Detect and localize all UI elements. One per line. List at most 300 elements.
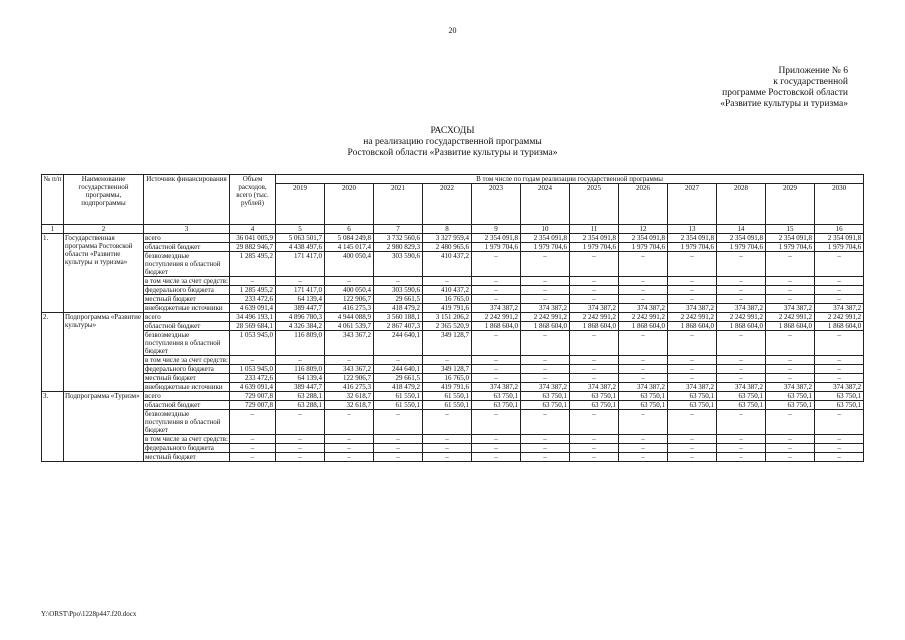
year-value-cell: 4 896 780,3 xyxy=(276,313,325,322)
year-value-cell: 1 979 704,6 xyxy=(619,243,668,252)
total-volume-cell: 233 472,6 xyxy=(230,295,276,304)
year-value-cell: – xyxy=(815,365,864,374)
year-value-cell: – xyxy=(717,435,766,444)
year-value-cell: – xyxy=(766,374,815,383)
year-value-cell: – xyxy=(472,252,521,277)
year-value-cell: – xyxy=(374,453,423,462)
total-volume-cell: – xyxy=(230,410,276,435)
header-source: Источник финансирования xyxy=(144,175,230,225)
year-value-cell: – xyxy=(521,435,570,444)
year-value-cell: 2 354 091,8 xyxy=(472,234,521,243)
year-value-cell: 374 387,2 xyxy=(717,383,766,392)
year-value-cell: 1 979 704,6 xyxy=(766,243,815,252)
year-value-cell: 374 387,2 xyxy=(668,304,717,313)
year-value-cell: – xyxy=(423,453,472,462)
total-volume-cell: 1 053 945,0 xyxy=(230,365,276,374)
year-value-cell: 389 447,7 xyxy=(276,304,325,313)
year-value-cell: – xyxy=(619,295,668,304)
total-volume-cell: – xyxy=(230,453,276,462)
table-row xyxy=(42,392,864,401)
year-value-cell: 2 242 991,2 xyxy=(521,313,570,322)
appendix-line: «Развитие культуры и туризма» xyxy=(720,99,848,109)
year-value-cell: 16 765,0 xyxy=(423,374,472,383)
column-index-cell: 15 xyxy=(766,225,815,234)
year-value-cell: – xyxy=(423,444,472,453)
year-value-cell: 389 447,7 xyxy=(276,383,325,392)
year-value-cell: – xyxy=(570,356,619,365)
year-value-cell: – xyxy=(521,365,570,374)
year-value-cell: 63 750,1 xyxy=(570,392,619,401)
total-volume-cell: 729 007,8 xyxy=(230,392,276,401)
funding-source: федерального бюджета xyxy=(144,444,230,453)
year-value-cell: 374 387,2 xyxy=(815,304,864,313)
column-index-cell: 2 xyxy=(64,225,144,234)
year-value-cell: 1 868 604,0 xyxy=(668,322,717,331)
year-value-cell: 64 139,4 xyxy=(276,374,325,383)
year-value-cell: 63 288,1 xyxy=(276,401,325,410)
row-number xyxy=(42,277,64,286)
year-value-cell: – xyxy=(619,444,668,453)
year-value-cell: – xyxy=(276,435,325,444)
funding-source: безвозмездные поступления в областной бюджет xyxy=(144,331,230,356)
year-value-cell: 63 288,1 xyxy=(276,392,325,401)
year-value-cell: – xyxy=(619,331,668,356)
year-value-cell: 374 387,2 xyxy=(472,383,521,392)
year-value-cell: – xyxy=(570,295,619,304)
year-value-cell: 63 750,1 xyxy=(570,401,619,410)
table-row xyxy=(42,331,864,356)
year-value-cell: 374 387,2 xyxy=(766,383,815,392)
year-value-cell: – xyxy=(521,252,570,277)
year-value-cell: – xyxy=(815,286,864,295)
year-value-cell: 2 480 965,6 xyxy=(423,243,472,252)
row-number xyxy=(42,295,64,304)
row-number xyxy=(42,444,64,453)
year-value-cell: 2 980 829,3 xyxy=(374,243,423,252)
year-value-cell: 61 550,1 xyxy=(423,392,472,401)
table-row xyxy=(42,252,864,277)
year-value-cell: 2 354 091,8 xyxy=(521,234,570,243)
file-path: Y:\ORST\Ppo\1228p447.f20.docx xyxy=(41,610,137,618)
year-value-cell: – xyxy=(815,295,864,304)
row-number: 1. xyxy=(42,234,64,243)
year-value-cell: – xyxy=(619,252,668,277)
year-value-cell: 3 732 560,6 xyxy=(374,234,423,243)
year-value-cell: – xyxy=(570,435,619,444)
year-value-cell: 416 275,3 xyxy=(325,304,374,313)
column-index-cell: 16 xyxy=(815,225,864,234)
column-index-cell: 13 xyxy=(668,225,717,234)
year-value-cell: – xyxy=(521,295,570,304)
year-value-cell: 2 354 091,8 xyxy=(619,234,668,243)
year-value-cell: – xyxy=(521,286,570,295)
header-year: 2020 xyxy=(325,184,374,225)
year-value-cell: 5 084 249,8 xyxy=(325,234,374,243)
program-name: Подпрограмма «Развитие культуры» xyxy=(64,313,144,392)
table-row xyxy=(42,374,864,383)
year-value-cell: 63 750,1 xyxy=(472,401,521,410)
funding-source: местный бюджет xyxy=(144,374,230,383)
year-value-cell: 303 590,6 xyxy=(374,252,423,277)
column-index-cell: 12 xyxy=(619,225,668,234)
year-value-cell: – xyxy=(766,410,815,435)
year-value-cell: 63 750,1 xyxy=(717,401,766,410)
year-value-cell: – xyxy=(472,374,521,383)
column-index-cell: 5 xyxy=(276,225,325,234)
year-value-cell: 63 750,1 xyxy=(815,392,864,401)
column-index-cell: 4 xyxy=(230,225,276,234)
table-row xyxy=(42,322,864,331)
year-value-cell: – xyxy=(374,444,423,453)
column-index-cell: 14 xyxy=(717,225,766,234)
year-value-cell: – xyxy=(619,410,668,435)
year-value-cell: 63 750,1 xyxy=(815,401,864,410)
year-value-cell: – xyxy=(619,286,668,295)
year-value-cell: – xyxy=(815,444,864,453)
title-line: РАСХОДЫ xyxy=(430,126,475,136)
year-value-cell: – xyxy=(619,365,668,374)
year-value-cell: – xyxy=(521,331,570,356)
year-value-cell: – xyxy=(570,277,619,286)
year-value-cell: 2 242 991,2 xyxy=(717,313,766,322)
year-value-cell: – xyxy=(374,356,423,365)
funding-source: внебюджетные источники xyxy=(144,383,230,392)
table-row xyxy=(42,356,864,365)
year-value-cell: – xyxy=(766,277,815,286)
row-number xyxy=(42,243,64,252)
row-number xyxy=(42,374,64,383)
year-value-cell: – xyxy=(619,277,668,286)
total-volume-cell: – xyxy=(230,356,276,365)
year-value-cell: – xyxy=(374,410,423,435)
year-value-cell: 1 868 604,0 xyxy=(570,322,619,331)
year-value-cell: – xyxy=(472,295,521,304)
year-value-cell: – xyxy=(668,444,717,453)
header-year: 2024 xyxy=(521,184,570,225)
year-value-cell: 63 750,1 xyxy=(619,401,668,410)
year-value-cell: – xyxy=(570,252,619,277)
year-value-cell: – xyxy=(717,331,766,356)
total-volume-cell: 29 882 946,7 xyxy=(230,243,276,252)
table-row xyxy=(42,243,864,252)
document-title xyxy=(0,126,905,159)
row-number xyxy=(42,410,64,435)
year-value-cell: 63 750,1 xyxy=(472,392,521,401)
funding-source: федерального бюджета xyxy=(144,365,230,374)
row-number xyxy=(42,365,64,374)
year-value-cell: 2 242 991,2 xyxy=(472,313,521,322)
year-value-cell: – xyxy=(766,444,815,453)
year-value-cell: 343 367,2 xyxy=(325,331,374,356)
total-volume-cell: 233 472,6 xyxy=(230,374,276,383)
table-row xyxy=(42,410,864,435)
year-value-cell: – xyxy=(668,252,717,277)
year-value-cell: 244 640,1 xyxy=(374,331,423,356)
year-value-cell: 374 387,2 xyxy=(619,383,668,392)
year-value-cell: 2 242 991,2 xyxy=(815,313,864,322)
year-value-cell: – xyxy=(668,277,717,286)
year-value-cell: 2 867 407,3 xyxy=(374,322,423,331)
table-row xyxy=(42,234,864,243)
row-number xyxy=(42,252,64,277)
year-value-cell: 61 550,1 xyxy=(374,392,423,401)
year-value-cell: 4 145 017,4 xyxy=(325,243,374,252)
header-year: 2025 xyxy=(570,184,619,225)
table-header xyxy=(42,175,864,234)
year-value-cell: – xyxy=(668,286,717,295)
year-value-cell: – xyxy=(766,435,815,444)
year-value-cell: 2 354 091,8 xyxy=(570,234,619,243)
year-value-cell: – xyxy=(325,410,374,435)
year-value-cell: 374 387,2 xyxy=(570,383,619,392)
year-value-cell: 410 437,2 xyxy=(423,286,472,295)
year-value-cell: 1 868 604,0 xyxy=(815,322,864,331)
funding-source: областной бюджет xyxy=(144,322,230,331)
year-value-cell: – xyxy=(619,374,668,383)
year-value-cell: – xyxy=(766,286,815,295)
year-value-cell: – xyxy=(668,410,717,435)
table-row xyxy=(42,444,864,453)
funding-source: местный бюджет xyxy=(144,295,230,304)
year-value-cell: – xyxy=(423,435,472,444)
header-year: 2023 xyxy=(472,184,521,225)
year-value-cell: 29 661,5 xyxy=(374,374,423,383)
year-value-cell: 2 354 091,8 xyxy=(717,234,766,243)
year-value-cell: – xyxy=(619,356,668,365)
year-value-cell: 303 590,6 xyxy=(374,286,423,295)
year-value-cell: – xyxy=(815,435,864,444)
year-value-cell: – xyxy=(717,252,766,277)
year-value-cell: 63 750,1 xyxy=(668,401,717,410)
year-value-cell: – xyxy=(276,444,325,453)
year-value-cell: – xyxy=(815,374,864,383)
funding-source: всего xyxy=(144,313,230,322)
year-value-cell: – xyxy=(472,331,521,356)
year-value-cell: 4 061 539,7 xyxy=(325,322,374,331)
row-number xyxy=(42,331,64,356)
year-value-cell: 1 868 604,0 xyxy=(717,322,766,331)
year-value-cell: 374 387,2 xyxy=(619,304,668,313)
year-value-cell: 2 354 091,8 xyxy=(668,234,717,243)
year-value-cell: – xyxy=(815,410,864,435)
year-value-cell: – xyxy=(766,252,815,277)
year-value-cell: – xyxy=(815,277,864,286)
row-number: 2. xyxy=(42,313,64,322)
year-value-cell: – xyxy=(717,286,766,295)
year-value-cell: – xyxy=(276,277,325,286)
year-value-cell: 171 417,0 xyxy=(276,286,325,295)
header-year: 2027 xyxy=(668,184,717,225)
year-value-cell: 374 387,2 xyxy=(668,383,717,392)
year-value-cell: – xyxy=(423,356,472,365)
table-row xyxy=(42,304,864,313)
total-volume-cell: 28 569 684,1 xyxy=(230,322,276,331)
year-value-cell: – xyxy=(521,453,570,462)
table-body xyxy=(42,234,864,462)
year-value-cell: – xyxy=(717,374,766,383)
title-line: Ростовской области «Развитие культуры и туризма» xyxy=(347,148,558,158)
year-value-cell: – xyxy=(472,435,521,444)
year-value-cell: 400 050,4 xyxy=(325,286,374,295)
year-value-cell: – xyxy=(619,435,668,444)
year-value-cell: 61 550,1 xyxy=(374,401,423,410)
appendix-line: программе Ростовской области xyxy=(722,88,848,98)
title-line: на реализацию государственной программы xyxy=(363,137,542,147)
funding-source: всего xyxy=(144,392,230,401)
year-value-cell: 1 979 704,6 xyxy=(815,243,864,252)
total-volume-cell: 36 041 005,9 xyxy=(230,234,276,243)
row-number xyxy=(42,286,64,295)
column-index-cell: 1 xyxy=(42,225,64,234)
year-value-cell: 1 868 604,0 xyxy=(472,322,521,331)
total-volume-cell: – xyxy=(230,435,276,444)
row-number xyxy=(42,356,64,365)
funding-source: безвозмездные поступления в областной бюджет xyxy=(144,252,230,277)
total-volume-cell: 1 053 945,0 xyxy=(230,331,276,356)
table-row xyxy=(42,435,864,444)
year-value-cell: 2 242 991,2 xyxy=(619,313,668,322)
year-value-cell: 1 979 704,6 xyxy=(570,243,619,252)
year-value-cell: 29 661,5 xyxy=(374,295,423,304)
row-number xyxy=(42,304,64,313)
year-value-cell: 1 979 704,6 xyxy=(668,243,717,252)
year-value-cell: – xyxy=(325,453,374,462)
year-value-cell: – xyxy=(472,453,521,462)
funding-source: всего xyxy=(144,234,230,243)
funding-source: внебюджетные источники xyxy=(144,304,230,313)
year-value-cell: – xyxy=(472,365,521,374)
column-index-cell: 3 xyxy=(144,225,230,234)
year-value-cell: 5 063 501,7 xyxy=(276,234,325,243)
table-row xyxy=(42,383,864,392)
year-value-cell: 2 242 991,2 xyxy=(766,313,815,322)
year-value-cell: 1 868 604,0 xyxy=(521,322,570,331)
header-year: 2029 xyxy=(766,184,815,225)
year-value-cell: 244 640,1 xyxy=(374,365,423,374)
row-number xyxy=(42,435,64,444)
year-value-cell: 419 791,6 xyxy=(423,304,472,313)
year-value-cell: 2 354 091,8 xyxy=(815,234,864,243)
column-index-cell: 10 xyxy=(521,225,570,234)
year-value-cell: – xyxy=(668,365,717,374)
year-value-cell: 3 560 188,1 xyxy=(374,313,423,322)
year-value-cell: – xyxy=(668,295,717,304)
funding-source: в том числе за счет средств: xyxy=(145,277,228,285)
appendix-line: Приложение № 6 xyxy=(778,66,848,76)
table-row xyxy=(42,313,864,322)
year-value-cell: 63 750,1 xyxy=(521,392,570,401)
year-value-cell: – xyxy=(717,365,766,374)
year-value-cell: 3 327 959,4 xyxy=(423,234,472,243)
header-year: 2022 xyxy=(423,184,472,225)
year-value-cell: 1 868 604,0 xyxy=(766,322,815,331)
year-value-cell: – xyxy=(619,453,668,462)
column-index-row xyxy=(42,225,864,234)
year-value-cell: 63 750,1 xyxy=(766,392,815,401)
year-value-cell: 4 326 384,2 xyxy=(276,322,325,331)
year-value-cell: 374 387,2 xyxy=(521,383,570,392)
year-value-cell: – xyxy=(815,331,864,356)
year-value-cell: 32 618,7 xyxy=(325,401,374,410)
year-value-cell: 116 809,0 xyxy=(276,365,325,374)
year-value-cell: – xyxy=(570,410,619,435)
total-volume-cell: 4 639 091,4 xyxy=(230,304,276,313)
funding-source: областной бюджет xyxy=(144,243,230,252)
year-value-cell: 64 139,4 xyxy=(276,295,325,304)
row-number xyxy=(42,401,64,410)
year-value-cell: 3 151 206,2 xyxy=(423,313,472,322)
year-value-cell: 349 128,7 xyxy=(423,331,472,356)
year-value-cell: – xyxy=(668,374,717,383)
year-value-cell: 2 242 991,2 xyxy=(570,313,619,322)
header-volume: Объем расходов, всего (тыс. рублей) xyxy=(230,175,276,225)
year-value-cell: – xyxy=(472,277,521,286)
year-value-cell: 2 365 520,9 xyxy=(423,322,472,331)
year-value-cell: – xyxy=(668,435,717,444)
funding-source: местный бюджет xyxy=(144,453,230,462)
year-value-cell: 374 387,2 xyxy=(521,304,570,313)
expenses-table xyxy=(41,174,864,462)
program-name: Государственная программа Ростовской области «Развитие культуры и туризма» xyxy=(64,234,144,313)
year-value-cell: – xyxy=(521,356,570,365)
year-value-cell: 4 944 088,9 xyxy=(325,313,374,322)
year-value-cell: 1 979 704,6 xyxy=(717,243,766,252)
column-index-cell: 8 xyxy=(423,225,472,234)
year-value-cell: – xyxy=(766,356,815,365)
column-index-cell: 9 xyxy=(472,225,521,234)
year-value-cell: 63 750,1 xyxy=(766,401,815,410)
year-value-cell: – xyxy=(570,374,619,383)
funding-source: в том числе за счет средств: xyxy=(145,435,228,443)
year-value-cell: – xyxy=(325,277,374,286)
column-index-cell: 7 xyxy=(374,225,423,234)
year-value-cell: 1 979 704,6 xyxy=(472,243,521,252)
year-value-cell: – xyxy=(668,453,717,462)
year-value-cell: – xyxy=(766,365,815,374)
year-value-cell: 63 750,1 xyxy=(521,401,570,410)
year-value-cell: – xyxy=(423,277,472,286)
year-value-cell: 32 618,7 xyxy=(325,392,374,401)
year-value-cell: – xyxy=(570,453,619,462)
column-index-cell: 11 xyxy=(570,225,619,234)
header-no: № п/п xyxy=(42,175,64,225)
year-value-cell: – xyxy=(717,277,766,286)
total-volume-cell: 1 285 495,2 xyxy=(230,252,276,277)
funding-source: в том числе за счет средств: xyxy=(145,356,228,364)
year-value-cell: 400 050,4 xyxy=(325,252,374,277)
year-value-cell: 16 765,0 xyxy=(423,295,472,304)
year-value-cell: 374 387,2 xyxy=(570,304,619,313)
year-value-cell: – xyxy=(717,410,766,435)
total-volume-cell: 729 007,8 xyxy=(230,401,276,410)
appendix-note xyxy=(608,66,848,110)
header-year: 2021 xyxy=(374,184,423,225)
header-year: 2026 xyxy=(619,184,668,225)
year-value-cell: – xyxy=(766,295,815,304)
year-value-cell: 418 479,2 xyxy=(374,383,423,392)
year-value-cell: 349 128,7 xyxy=(423,365,472,374)
year-value-cell: 63 750,1 xyxy=(668,392,717,401)
year-value-cell: – xyxy=(717,444,766,453)
total-volume-cell: 34 496 193,1 xyxy=(230,313,276,322)
year-value-cell: 1 868 604,0 xyxy=(619,322,668,331)
year-value-cell: 343 367,2 xyxy=(325,365,374,374)
year-value-cell: 2 354 091,8 xyxy=(766,234,815,243)
year-value-cell: – xyxy=(374,435,423,444)
total-volume-cell: – xyxy=(230,277,276,286)
year-value-cell: 374 387,2 xyxy=(472,304,521,313)
funding-source: безвозмездные поступления в областной бюджет xyxy=(144,410,230,435)
